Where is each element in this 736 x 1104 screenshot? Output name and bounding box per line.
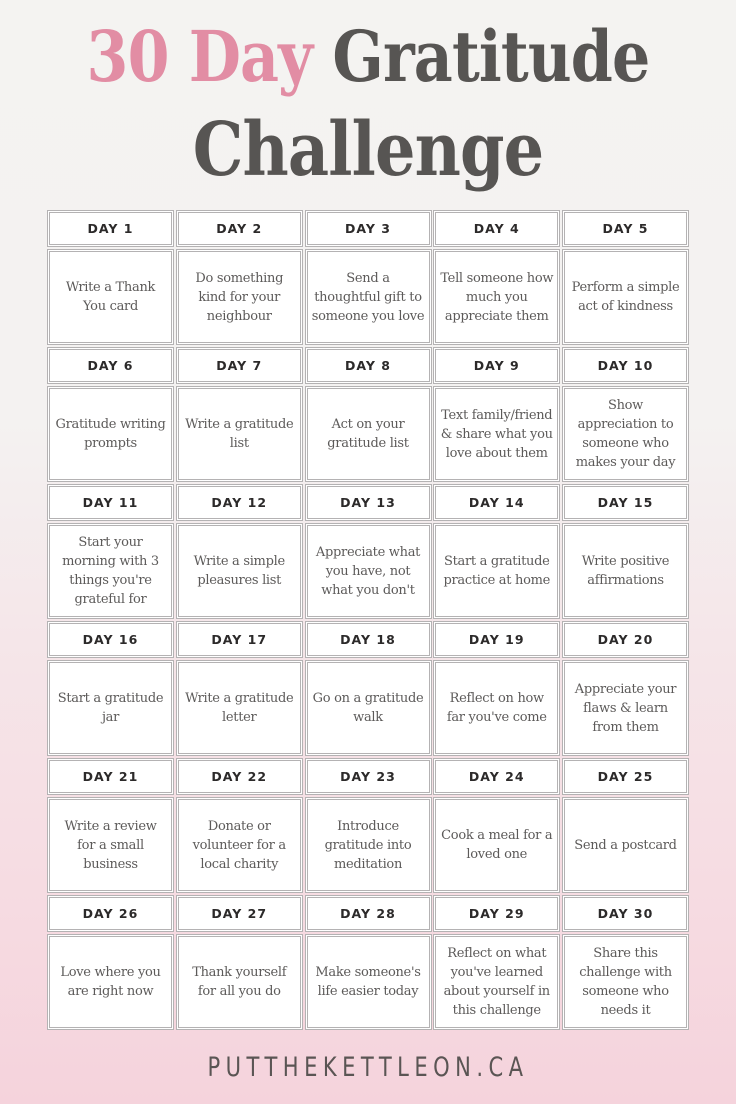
day-header: DAY 30 — [562, 895, 689, 932]
day-header: DAY 1 — [47, 210, 174, 247]
day-header: DAY 6 — [47, 347, 174, 384]
title-rest: Gratitude — [312, 15, 650, 98]
day-header: DAY 14 — [433, 484, 560, 521]
day-task: Go on a gratitude walk — [305, 660, 432, 756]
day-header: DAY 28 — [305, 895, 432, 932]
day-task: Write a gratitude letter — [176, 660, 303, 756]
day-header: DAY 11 — [47, 484, 174, 521]
day-task: Write a gratitude list — [176, 386, 303, 482]
day-task: Love where you are right now — [47, 934, 174, 1030]
day-header: DAY 26 — [47, 895, 174, 932]
day-header: DAY 22 — [176, 758, 303, 795]
day-task: Share this challenge with someone who needs it — [562, 934, 689, 1030]
day-header: DAY 25 — [562, 758, 689, 795]
day-task: Appreciate your flaws & learn from them — [562, 660, 689, 756]
day-header: DAY 19 — [433, 621, 560, 658]
day-header: DAY 4 — [433, 210, 560, 247]
day-task: Write a simple pleasures list — [176, 523, 303, 619]
day-task: Do something kind for your neighbour — [176, 249, 303, 345]
day-task: Thank yourself for all you do — [176, 934, 303, 1030]
day-header: DAY 15 — [562, 484, 689, 521]
day-header: DAY 13 — [305, 484, 432, 521]
day-task: Text family/friend & share what you love about them — [433, 386, 560, 482]
day-task: Start your morning with 3 things you're grateful for — [47, 523, 174, 619]
day-header: DAY 17 — [176, 621, 303, 658]
day-task: Write positive affirmations — [562, 523, 689, 619]
website-footer: PUTTHEKETTLEON.CA — [207, 1052, 529, 1083]
day-header: DAY 29 — [433, 895, 560, 932]
day-task: Perform a simple act of kindness — [562, 249, 689, 345]
day-task: Gratitude writing prompts — [47, 386, 174, 482]
day-header: DAY 16 — [47, 621, 174, 658]
day-task: Act on your gratitude list — [305, 386, 432, 482]
day-task: Reflect on what you've learned about yourself in this challenge — [433, 934, 560, 1030]
day-task: Donate or volunteer for a local charity — [176, 797, 303, 893]
day-task: Start a gratitude jar — [47, 660, 174, 756]
day-header: DAY 18 — [305, 621, 432, 658]
day-header: DAY 5 — [562, 210, 689, 247]
day-header: DAY 2 — [176, 210, 303, 247]
day-header: DAY 20 — [562, 621, 689, 658]
day-task: Write a review for a small business — [47, 797, 174, 893]
day-task: Write a Thank You card — [47, 249, 174, 345]
day-header: DAY 23 — [305, 758, 432, 795]
day-task: Show appreciation to someone who makes your day — [562, 386, 689, 482]
page-title-line-1 — [52, 14, 685, 100]
day-header: DAY 3 — [305, 210, 432, 247]
title-accent: 30 Day — [86, 15, 313, 98]
day-task: Cook a meal for a loved one — [433, 797, 560, 893]
day-task: Send a postcard — [562, 797, 689, 893]
day-header: DAY 21 — [47, 758, 174, 795]
day-task: Reflect on how far you've come — [433, 660, 560, 756]
day-task: Tell someone how much you appreciate them — [433, 249, 560, 345]
day-task: Appreciate what you have, not what you don't — [305, 523, 432, 619]
day-header: DAY 24 — [433, 758, 560, 795]
day-task: Start a gratitude practice at home — [433, 523, 560, 619]
day-task: Introduce gratitude into meditation — [305, 797, 432, 893]
day-header: DAY 8 — [305, 347, 432, 384]
day-task: Make someone's life easier today — [305, 934, 432, 1030]
day-header: DAY 12 — [176, 484, 303, 521]
page-title-line-2: Challenge — [192, 107, 544, 193]
day-header: DAY 7 — [176, 347, 303, 384]
challenge-grid — [47, 210, 689, 1032]
day-header: DAY 27 — [176, 895, 303, 932]
day-header: DAY 9 — [433, 347, 560, 384]
day-header: DAY 10 — [562, 347, 689, 384]
day-task: Send a thoughtful gift to someone you love — [305, 249, 432, 345]
